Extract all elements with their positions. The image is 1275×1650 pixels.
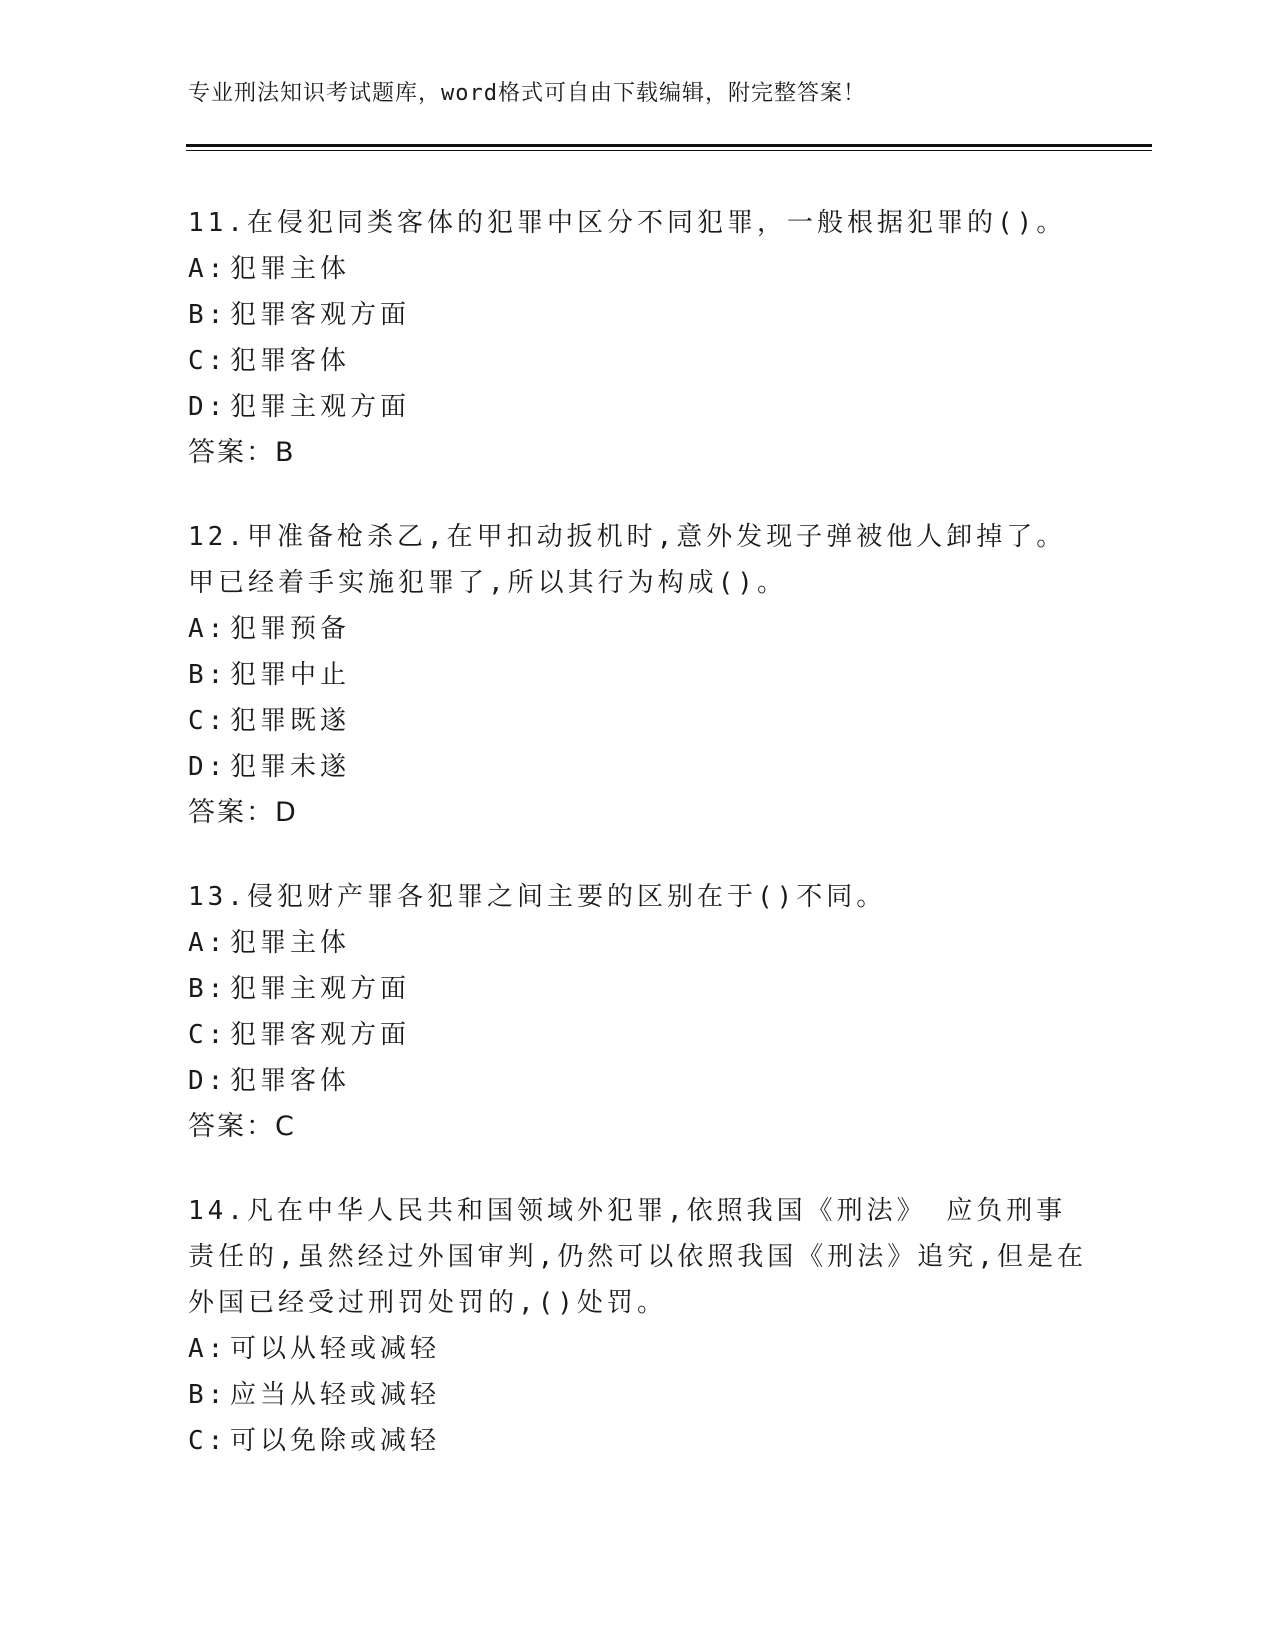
option-b — [188, 652, 1088, 698]
option-letter: C: — [188, 1426, 228, 1456]
option-b — [188, 1372, 1088, 1418]
option-d — [188, 1058, 1088, 1104]
answer-line: 答案：C — [188, 1111, 296, 1142]
option-letter: A: — [188, 1334, 228, 1364]
option-letter: B: — [188, 660, 228, 690]
option-d — [188, 744, 1088, 790]
option-text: 犯罪主体 — [230, 254, 351, 284]
option-c — [188, 698, 1088, 744]
option-text: 犯罪主观方面 — [230, 974, 411, 1004]
option-text: 犯罪预备 — [230, 614, 351, 644]
option-a — [188, 606, 1088, 652]
option-letter: B: — [188, 1380, 228, 1410]
option-letter: A: — [188, 928, 228, 958]
header-rule-thin — [186, 150, 1152, 151]
option-text: 可以免除或减轻 — [230, 1426, 441, 1456]
question-13 — [188, 874, 1088, 1150]
option-letter: C: — [188, 1020, 228, 1050]
question-text: 12.甲准备枪杀乙,在甲扣动扳机时,意外发现子弹被他人卸掉了。甲已经着手实施犯罪了,所以其行为构成()。 — [188, 522, 1067, 598]
option-letter: C: — [188, 706, 228, 736]
option-text: 犯罪主体 — [230, 928, 351, 958]
question-text: 13.侵犯财产罪各犯罪之间主要的区别在于()不同。 — [188, 882, 887, 912]
option-letter: D: — [188, 392, 228, 422]
option-a — [188, 1326, 1088, 1372]
option-d — [188, 384, 1088, 430]
option-letter: C: — [188, 346, 228, 376]
header-rule — [186, 144, 1152, 147]
answer-line: 答案：B — [188, 437, 296, 468]
option-text: 应当从轻或减轻 — [230, 1380, 441, 1410]
answer-line: 答案：D — [188, 797, 298, 828]
option-c — [188, 1418, 1088, 1464]
question-list — [188, 200, 1088, 1502]
question-text: 11.在侵犯同类客体的犯罪中区分不同犯罪，一般根据犯罪的()。 — [188, 208, 1067, 238]
question-11 — [188, 200, 1088, 476]
option-text: 可以从轻或减轻 — [230, 1334, 441, 1364]
question-text: 14.凡在中华人民共和国领域外犯罪,依照我国《刑法》 应负刑事责任的,虽然经过外国审判,仍然可以依照我国《刑法》追究,但是在外国已经受过刑罚处罚的,()处罚。 — [188, 1196, 1087, 1318]
option-letter: D: — [188, 752, 228, 782]
question-14 — [188, 1188, 1088, 1464]
option-text: 犯罪中止 — [230, 660, 351, 690]
option-letter: B: — [188, 974, 228, 1004]
option-letter: B: — [188, 300, 228, 330]
option-text: 犯罪既遂 — [230, 706, 351, 736]
option-text: 犯罪客观方面 — [230, 300, 411, 330]
option-b — [188, 966, 1088, 1012]
option-a — [188, 920, 1088, 966]
page-header: 专业刑法知识考试题库，word格式可自由下载编辑，附完整答案！ — [188, 81, 866, 106]
question-12 — [188, 514, 1088, 836]
option-text: 犯罪客观方面 — [230, 1020, 411, 1050]
option-letter: A: — [188, 614, 228, 644]
option-letter: A: — [188, 254, 228, 284]
option-text: 犯罪客体 — [230, 346, 351, 376]
option-a — [188, 246, 1088, 292]
option-c — [188, 1012, 1088, 1058]
option-text: 犯罪主观方面 — [230, 392, 411, 422]
option-text: 犯罪未遂 — [230, 752, 351, 782]
option-letter: D: — [188, 1066, 228, 1096]
option-c — [188, 338, 1088, 384]
option-b — [188, 292, 1088, 338]
option-text: 犯罪客体 — [230, 1066, 351, 1096]
